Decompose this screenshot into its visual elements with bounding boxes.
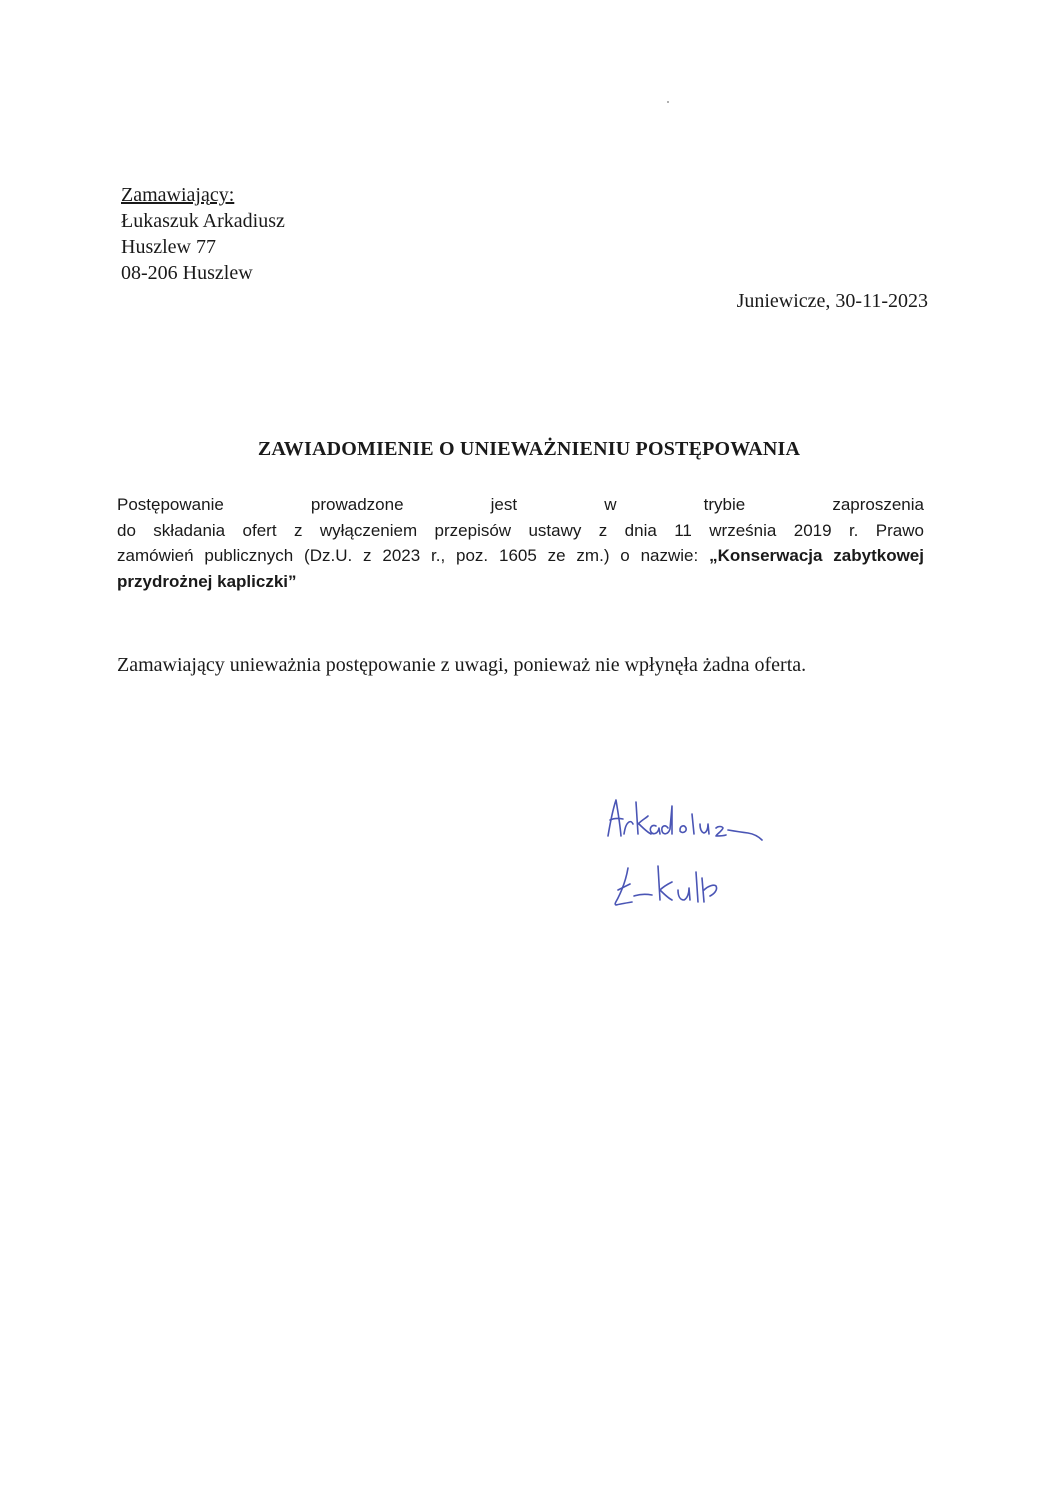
body-word: trybie <box>703 495 746 514</box>
body-line-3-text: zamówień publicznych (Dz.U. z 2023 r., poz. 1605 ze zm.) o nazwie: <box>117 546 710 565</box>
sender-name: Łukaszuk Arkadiusz <box>121 210 285 232</box>
body-word: prowadzone <box>310 495 404 514</box>
body-word: w <box>604 495 617 514</box>
decision-statement: Zamawiający unieważnia postępowanie z uwagi, ponieważ nie wpłynęła żadna oferta. <box>117 654 807 676</box>
sender-address-block <box>121 182 285 286</box>
body-line-1 <box>117 492 924 518</box>
procurement-name-part-1: „Konserwacja zabytkowej <box>709 546 924 565</box>
document-title: ZAWIADOMIENIE O UNIEWAŻNIENIU POSTĘPOWANIA <box>257 438 801 460</box>
sender-street: Huszlew 77 <box>121 236 216 258</box>
sender-city: 08-206 Huszlew <box>121 262 253 284</box>
place-and-date: Juniewicze, 30-11-2023 <box>736 290 928 312</box>
handwritten-signature <box>596 790 776 920</box>
body-paragraph <box>117 492 924 594</box>
body-word: zaproszenia <box>832 495 924 514</box>
body-line-2: do składania ofert z wyłączeniem przepisów ustawy z dnia 11 września 2019 r. Prawo <box>117 520 924 540</box>
procurement-name-part-2: przydrożnej kapliczki” <box>117 571 297 591</box>
sender-label: Zamawiający: <box>121 184 235 206</box>
body-word: Postępowanie <box>117 495 224 514</box>
body-line-3 <box>117 543 924 569</box>
body-word: jest <box>490 495 518 514</box>
scan-speck <box>667 101 669 103</box>
